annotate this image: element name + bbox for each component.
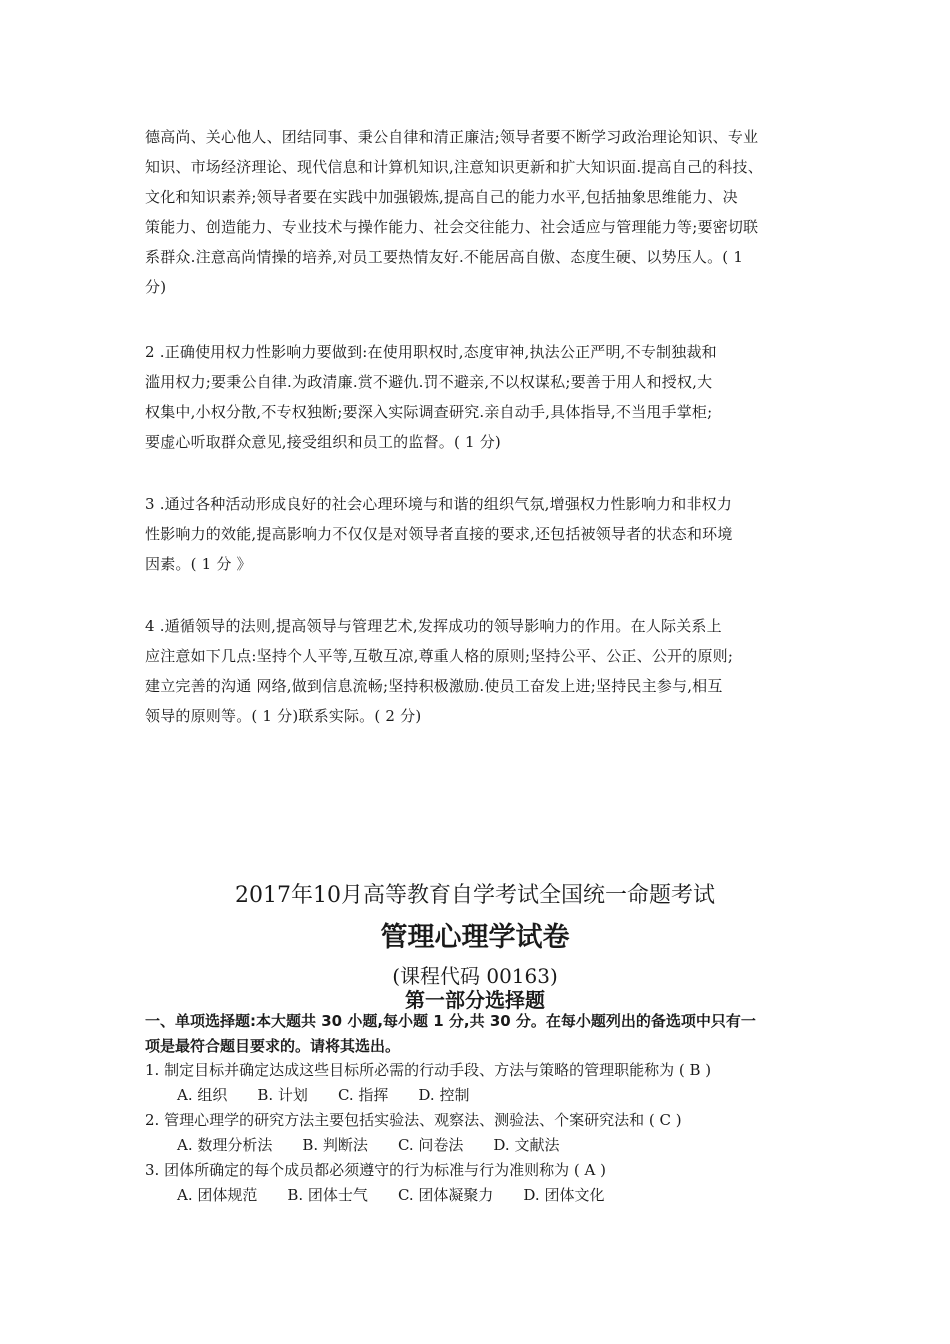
question-options	[145, 1133, 815, 1158]
part-title: 第一部分选择题	[405, 988, 545, 1012]
text-line: 文化和知识素养;领导者要在实践中加强锻炼,提高自己的能力水平,包括抽象思维能力、决	[145, 188, 738, 206]
answer-paragraph-3	[145, 489, 810, 579]
paper-title: 管理心理学试卷	[380, 922, 570, 953]
option-c: C. 团体凝聚力	[397, 1186, 494, 1204]
question-list	[145, 1058, 815, 1208]
question-options	[145, 1083, 815, 1108]
instruction-line: 一、单项选择题:本大题共 30 小题,每小题 1 分,共 30 分。在每小题列出的备选项中只有一	[145, 1012, 756, 1030]
text-line: 性影响力的效能,提高影响力不仅仅是对领导者直接的要求,还包括被领导者的状态和环境	[145, 525, 733, 543]
answer-paragraph-2	[145, 337, 810, 457]
question-options	[145, 1183, 815, 1208]
text-line: 因素。( 1 分 》	[145, 555, 252, 573]
option-b: B. 判断法	[302, 1136, 368, 1154]
option-a: A. 数理分析法	[177, 1136, 273, 1154]
question-item	[145, 1158, 815, 1208]
text-line: 知识、市场经济理论、现代信息和计算机知识,注意知识更新和扩大知识面.提高自己的科技、	[145, 158, 763, 176]
question-item	[145, 1058, 815, 1108]
text-line: 权集中,小权分散,不专权独断;要深入实际调查研究.亲自动手,具体指导,不当甩手掌柜;	[145, 403, 713, 421]
question-text: 3. 团体所确定的每个成员都必须遵守的行为标准与行为准则称为 ( A )	[145, 1161, 606, 1179]
text-line: 滥用权力;要秉公自律.为政清廉.赏不避仇.罚不避亲,不以权谋私;要善于用人和授权,大	[145, 373, 713, 391]
instruction-line: 项是最符合题目要求的。请将其选出。	[145, 1037, 401, 1055]
text-line: 分)	[145, 278, 167, 296]
option-a: A. 组织	[177, 1086, 228, 1104]
text-line: 4 .遁循领导的法则,提高领导与管理艺术,发挥成功的领导影响力的作用。在人际关系上	[145, 617, 722, 635]
option-d: D. 文献法	[493, 1136, 560, 1154]
text-line: 应注意如下几点:坚持个人平等,互敬互凉,尊重人格的原则;坚持公平、公正、公开的原则;	[145, 647, 734, 665]
answer-paragraph-1	[145, 122, 810, 302]
option-a: A. 团体规范	[177, 1186, 258, 1204]
question-text: 1. 制定目标并确定达成这些目标所必需的行动手段、方法与策略的管理职能称为 ( B )	[145, 1061, 712, 1079]
text-line: 要虚心听取群众意见,接受组织和员工的监督。( 1 分)	[145, 433, 501, 451]
text-line: 领导的原则等。( 1 分)联系实际。( 2 分)	[145, 707, 422, 725]
option-d: D. 控制	[418, 1086, 470, 1104]
text-line: 策能力、创造能力、专业技术与操作能力、社会交往能力、社会适应与管理能力等;要密切联	[145, 218, 759, 236]
text-line: 德高尚、关心他人、团结同事、秉公自律和清正廉洁;领导者要不断学习政治理论知识、专业	[145, 128, 759, 146]
option-b: B. 计划	[257, 1086, 308, 1104]
answer-paragraph-4	[145, 611, 810, 731]
option-c: C. 问卷法	[397, 1136, 464, 1154]
option-b: B. 团体士气	[287, 1186, 368, 1204]
text-line: 3 .通过各种活动形成良好的社会心理环境与和谐的组织气氛,增强权力性影响力和非权力	[145, 495, 733, 513]
text-line: 2 .正确使用权力性影响力要做到:在使用职权时,态度审神,执法公正严明,不专制独裁和	[145, 343, 717, 361]
option-d: D. 团体文化	[523, 1186, 605, 1204]
exam-title: 2017年10月高等教育自学考试全国统一命题考试	[235, 883, 715, 908]
course-code: (课程代码 00163)	[392, 964, 558, 988]
question-item	[145, 1108, 815, 1158]
text-line: 建立完善的沟通 网络,做到信息流畅;坚持积极激励.使员工奋发上进;坚持民主参与,相互	[145, 677, 723, 695]
option-c: C. 指挥	[337, 1086, 389, 1104]
section-instructions	[145, 1009, 815, 1059]
question-text: 2. 管理心理学的研究方法主要包括实验法、观察法、测验法、个案研究法和 ( C )	[145, 1111, 682, 1129]
text-line: 系群众.注意高尚情操的培养,对员工要热情友好.不能居高自傲、态度生硬、以势压人。( 1	[145, 248, 744, 266]
